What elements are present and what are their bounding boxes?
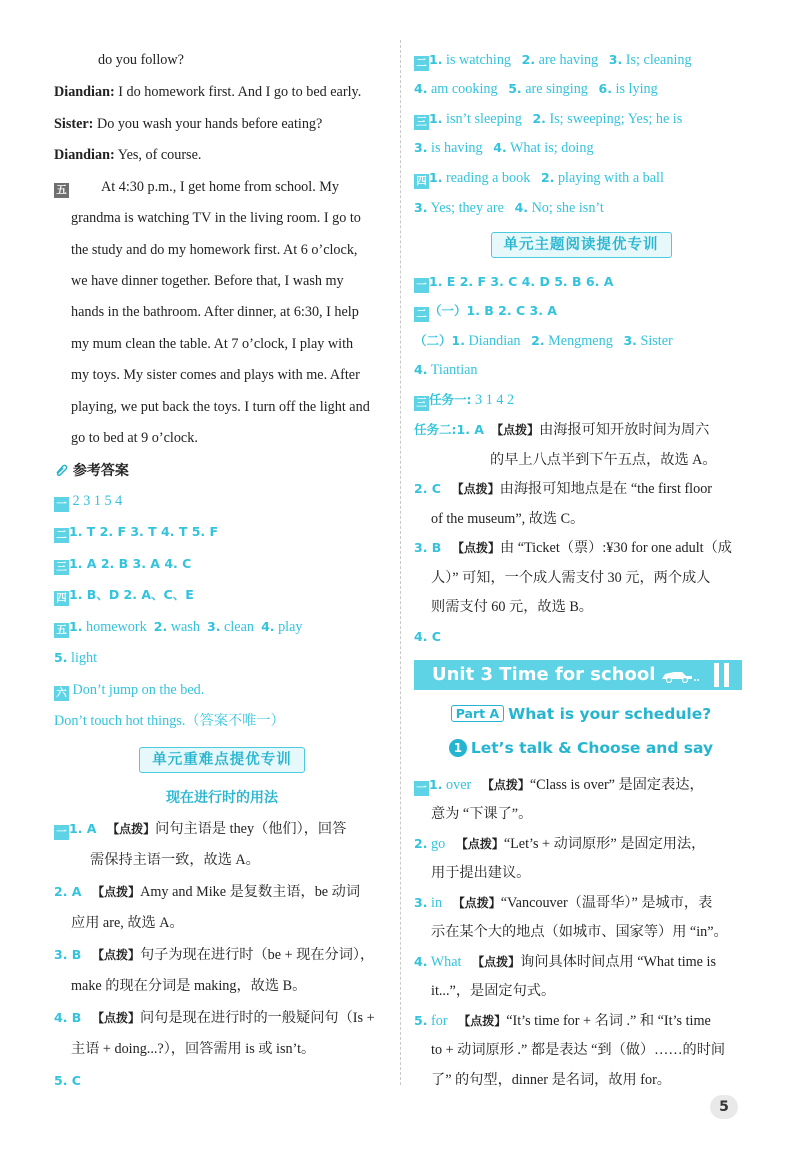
unit-answer: 4. What 【点拨】询问具体时间点用 “What time is (414, 954, 716, 970)
unit-title: Unit 3 Time for school (432, 664, 656, 685)
answer-row: 三 1. isn’t sleeping 2. Is; sweeping; Yes; he is (414, 109, 748, 130)
passage-line: grandma is watching TV in the living room. I go to (71, 210, 361, 226)
dialog-line: Sister: Do you wash your hands before eating? (54, 116, 323, 132)
passage-line: my mum clean the table. At 7 o’clock, I play with (71, 336, 354, 352)
unit-answer: 5. for 【点拨】“It’s time for + 名词 .” 和 “It’s time (414, 1013, 711, 1029)
passage-line: the study and do my homework first. At 6 o’clock, (71, 242, 358, 258)
unit-answer-cont: 意为 “下课了”。 (431, 806, 533, 822)
task-answer-cont: of the museum”, 故选 C。 (431, 511, 585, 527)
grammar-answer: 2. A 【点拨】Amy and Mike 是复数主语，be 动词 (54, 884, 361, 900)
answer-row: 3. Yes; they are 4. No; she isn’t (414, 200, 604, 216)
grammar-answer: 4. B 【点拨】问句是现在进行时的一般疑问句（Is + (54, 1010, 375, 1026)
unit-answer-cont: 了” 的句型，dinner 是名词，故用 for。 (431, 1072, 671, 1088)
unit-answer-cont: 用于提出建议。 (431, 865, 531, 881)
answer-row: 四 1. reading a book 2. playing with a ball (414, 168, 748, 189)
grammar-answer: 一 1. A 【点拨】问句主语是 they（他们），回答 (54, 819, 390, 840)
task-answer: 4. C (414, 629, 441, 644)
answer-row: 二 （一）1. B 2. C 3. A (414, 301, 748, 322)
decorative-bars-icon (710, 663, 734, 687)
paperclip-icon (54, 463, 68, 477)
task-answer: 2. C 【点拨】由海报可知地点是在 “the first floor (414, 481, 713, 497)
answer-row: 二 1. is watching 2. are having 3. Is; cleaning (414, 50, 748, 71)
section-marker: 五 (54, 183, 69, 198)
part-tag: Part A (451, 705, 504, 722)
grammar-answer-cont: 需保持主语一致，故选 A。 (90, 852, 260, 868)
section-subtitle: 现在进行时的用法 (166, 790, 278, 806)
answer-row: 四 1. B、D 2. A、C、E (54, 585, 390, 606)
answer-row: 3. is having 4. What is; doing (414, 140, 594, 156)
dialog-line: Diandian: I do homework first. And I go to bed early. (54, 84, 362, 100)
grammar-answer: 5. C (54, 1073, 81, 1088)
task-answer-cont: 的早上八点半到下午五点，故选 A。 (490, 452, 717, 468)
answer-row: 三 任务一: 3 1 4 2 (414, 390, 748, 411)
unit-answer-cont: 示在某个大的地点（如城市、国家等）用 “in”。 (431, 924, 728, 940)
unit-answer-cont: it...”，是固定句式。 (431, 983, 556, 999)
answer-row: 六 Don’t jump on the bed. (54, 680, 390, 701)
page-number: 5 (710, 1095, 738, 1119)
answer-row: 一 1. E 2. F 3. C 4. D 5. B 6. A (414, 272, 748, 293)
dialog-line: Diandian: Yes, of course. (54, 147, 202, 163)
answer-row: （二）1. Diandian 2. Mengmeng 3. Sister (414, 333, 673, 349)
part-a-heading: Part A What is your schedule? (414, 705, 748, 723)
section-number: 1 (449, 739, 467, 757)
unit-answer: 2. go 【点拨】“Let’s + 动词原形” 是固定用法， (414, 836, 706, 852)
answer-row: 一 2 3 1 5 4 (54, 491, 390, 512)
answer-row: 5. light (54, 650, 98, 666)
dialog-line: do you follow? (98, 52, 184, 68)
section-heading: 1 Let’s talk & Choose and say (414, 739, 748, 757)
task-answer: 3. B 【点拨】由 “Ticket（票）:¥30 for one adult（成 (414, 540, 732, 556)
task-answer-cont: 则需支付 60 元，故选 B。 (431, 599, 593, 615)
reference-answers-heading: 参考答案 (54, 460, 129, 480)
task-answer-cont: 人）” 可知，一个成人需支付 30 元，两个成人 (431, 570, 711, 586)
answer-row: 五 1. homework 2. wash 3. clean 4. play (54, 617, 390, 638)
unit-answer: 3. in 【点拨】“Vancouver（温哥华）” 是城市，表 (414, 895, 713, 911)
passage-line: playing, we put back the toys. I turn off the light and (71, 399, 370, 415)
grammar-answer-cont: 主语 + doing...?），回答需用 is 或 isn’t。 (71, 1041, 316, 1057)
grammar-answer-cont: make 的现在分词是 making，故选 B。 (71, 978, 307, 994)
unit-title-bar (414, 660, 742, 690)
passage-line: hands in the bathroom. After dinner, at 6:30, I help (71, 304, 359, 320)
grammar-answer: 3. B 【点拨】句子为现在进行时（be + 现在分词）， (54, 947, 375, 963)
unit-answer: 一 1. over 【点拨】“Class is over” 是固定表达， (414, 775, 748, 796)
section-banner: 单元主题阅读提优专训 (414, 232, 748, 258)
answer-row: 三 1. A 2. B 3. A 4. C (54, 554, 390, 575)
unit-answer-cont: to + 动词原形 .” 都是表达 “到（做）……的时间 (431, 1042, 726, 1058)
section-banner: 单元重难点提优专训 (54, 747, 390, 773)
passage-line: we have dinner together. Before that, I wash my (71, 273, 344, 289)
passage-line: go to bed at 9 o’clock. (71, 430, 198, 446)
passage-line: my toys. My sister comes and plays with me. After (71, 367, 360, 383)
task-answer: 任务二:1. A 【点拨】由海报可知开放时间为周六 (414, 422, 710, 438)
answer-row: Don’t touch hot things.（答案不唯一） (54, 713, 285, 729)
passage-line: 五 At 4:30 p.m., I get home from school. My (54, 177, 390, 198)
answer-row: 4. am cooking 5. are singing 6. is lying (414, 81, 658, 97)
grammar-answer-cont: 应用 are, 故选 A。 (71, 915, 184, 931)
car-icon (660, 669, 700, 683)
column-divider (400, 40, 401, 1085)
answer-row: 4. Tiantian (414, 362, 478, 378)
answer-row: 二 1. T 2. F 3. T 4. T 5. F (54, 522, 390, 543)
